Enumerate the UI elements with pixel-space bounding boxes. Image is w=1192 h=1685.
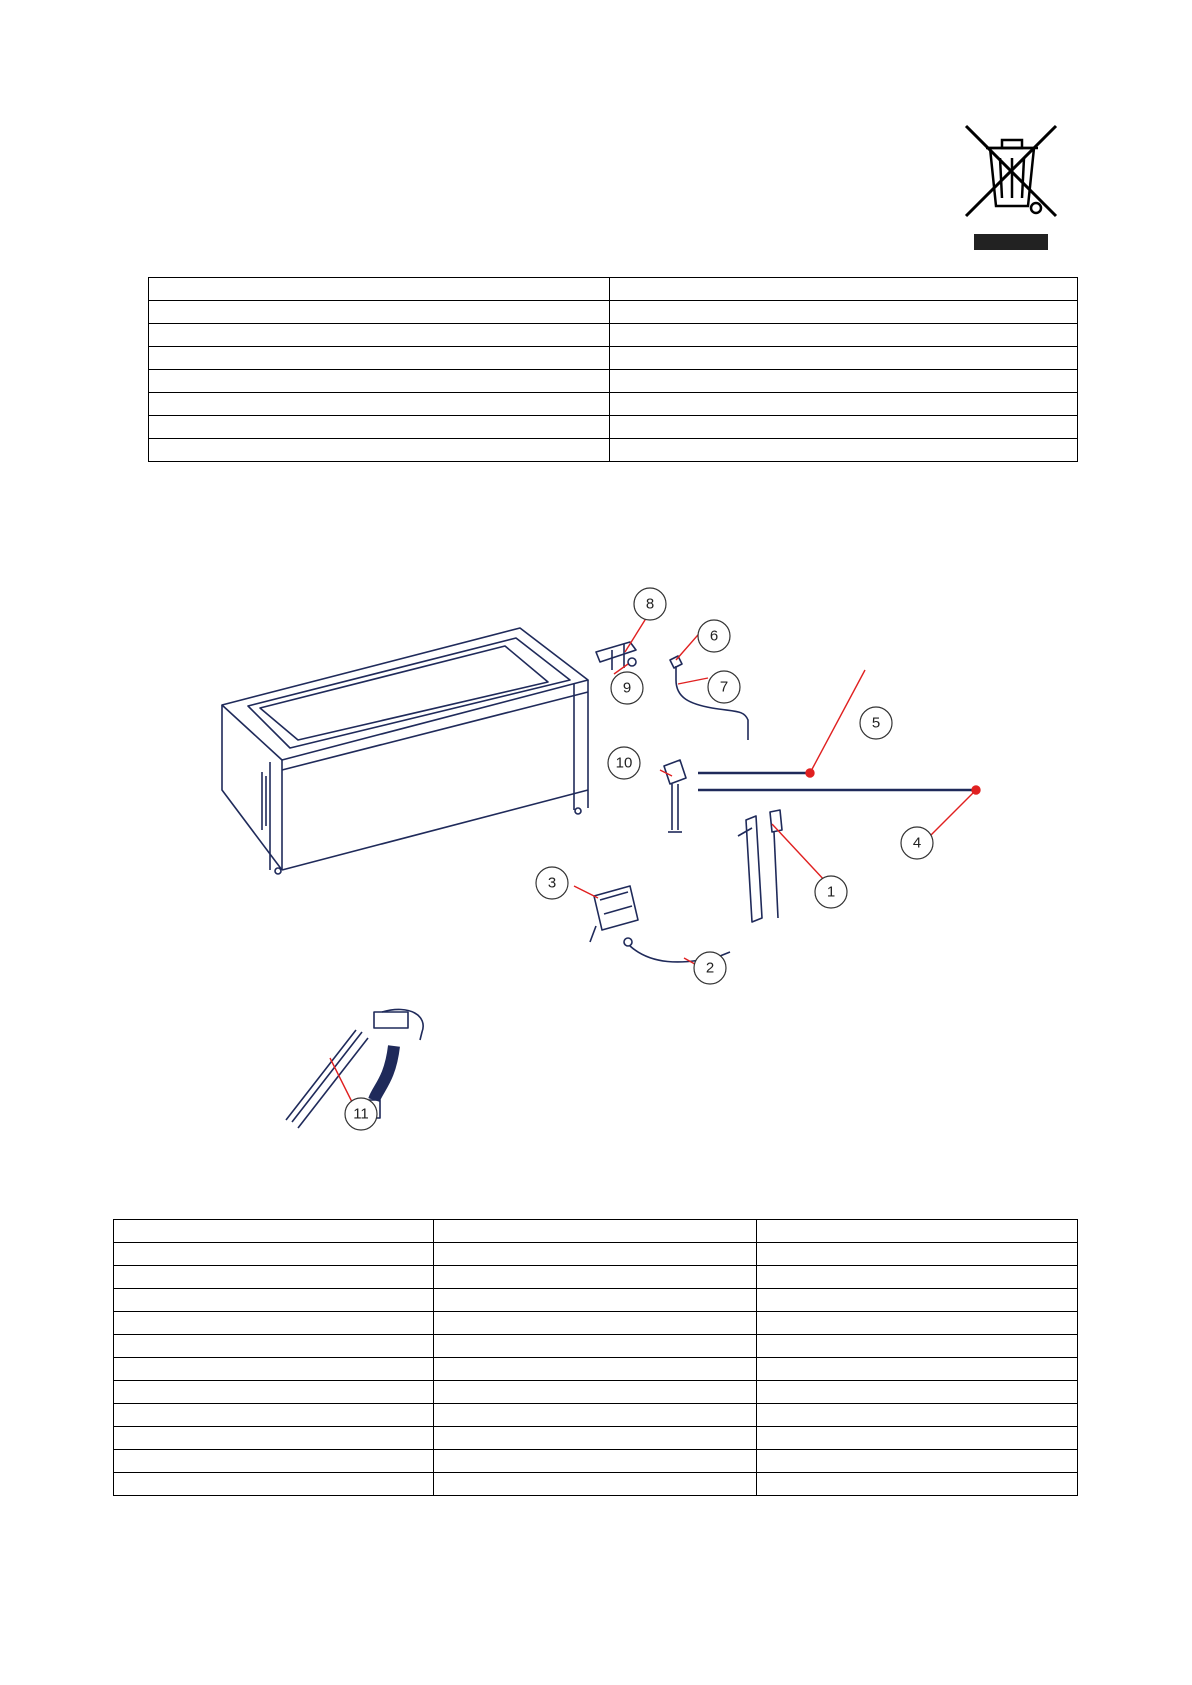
callout-label-3: 3 <box>547 874 557 892</box>
table-cell <box>114 1473 434 1496</box>
table-cell <box>757 1404 1078 1427</box>
table-cell <box>610 393 1078 416</box>
table-row <box>114 1335 1078 1358</box>
table-row <box>149 439 1078 462</box>
table-row <box>114 1450 1078 1473</box>
table-cell <box>434 1289 757 1312</box>
table-row <box>114 1243 1078 1266</box>
table-row <box>149 278 1078 301</box>
table-cell <box>610 347 1078 370</box>
table-cell <box>149 347 610 370</box>
table-cell <box>114 1266 434 1289</box>
table-row <box>114 1266 1078 1289</box>
bottom-table <box>113 1219 1078 1496</box>
table-cell <box>149 278 610 301</box>
table-row <box>149 301 1078 324</box>
table-cell <box>149 324 610 347</box>
table-cell <box>610 324 1078 347</box>
table-cell <box>757 1473 1078 1496</box>
bathtub-illustration <box>222 628 588 874</box>
table-cell <box>757 1312 1078 1335</box>
table-cell <box>114 1312 434 1335</box>
part-control-pad <box>590 886 638 942</box>
table-row <box>114 1312 1078 1335</box>
table-cell <box>757 1220 1078 1243</box>
table-cell <box>610 416 1078 439</box>
top-table <box>148 277 1078 462</box>
callout-label-7: 7 <box>719 678 729 696</box>
table-cell <box>149 416 610 439</box>
table-row <box>114 1220 1078 1243</box>
callout-label-9: 9 <box>622 679 632 697</box>
callout-label-6: 6 <box>709 627 719 645</box>
table-cell <box>757 1335 1078 1358</box>
table-row <box>114 1358 1078 1381</box>
table-cell <box>610 278 1078 301</box>
table-cell <box>149 393 610 416</box>
table-cell <box>757 1266 1078 1289</box>
table-cell <box>114 1427 434 1450</box>
table-row <box>114 1427 1078 1450</box>
table-cell <box>434 1335 757 1358</box>
table-cell <box>757 1427 1078 1450</box>
table-cell <box>114 1220 434 1243</box>
table-cell <box>149 439 610 462</box>
table-cell <box>149 370 610 393</box>
callout-label-2: 2 <box>705 959 715 977</box>
table-row <box>114 1289 1078 1312</box>
table-cell <box>434 1266 757 1289</box>
table-cell <box>610 439 1078 462</box>
callout-label-8: 8 <box>645 595 655 613</box>
table-row <box>149 370 1078 393</box>
weee-disposal-icon <box>960 118 1062 256</box>
part-diverter-valve <box>664 760 686 832</box>
part-faucet-mixer <box>596 642 636 670</box>
table-row <box>149 347 1078 370</box>
table-cell <box>114 1404 434 1427</box>
table-row <box>114 1404 1078 1427</box>
exploded-parts-diagram <box>0 580 1192 1140</box>
callout-label-11: 11 <box>353 1105 369 1123</box>
table-cell <box>434 1473 757 1496</box>
table-cell <box>114 1243 434 1266</box>
table-cell <box>434 1312 757 1335</box>
table-row <box>149 416 1078 439</box>
table-cell <box>149 301 610 324</box>
table-cell <box>434 1404 757 1427</box>
table-cell <box>610 301 1078 324</box>
table-cell <box>434 1427 757 1450</box>
table-cell <box>434 1450 757 1473</box>
table-cell <box>434 1381 757 1404</box>
table-cell <box>757 1381 1078 1404</box>
table-row <box>149 324 1078 347</box>
table-cell <box>434 1243 757 1266</box>
table-cell <box>757 1289 1078 1312</box>
callout-label-4: 4 <box>912 834 922 852</box>
table-cell <box>114 1289 434 1312</box>
table-row <box>114 1473 1078 1496</box>
table-cell <box>610 370 1078 393</box>
table-row <box>149 393 1078 416</box>
table-cell <box>114 1358 434 1381</box>
table-cell <box>434 1220 757 1243</box>
table-cell <box>114 1381 434 1404</box>
table-cell <box>114 1335 434 1358</box>
table-cell <box>114 1450 434 1473</box>
table-cell <box>757 1243 1078 1266</box>
table-cell <box>757 1358 1078 1381</box>
table-cell <box>757 1450 1078 1473</box>
callout-label-10: 10 <box>615 754 633 772</box>
callout-label-5: 5 <box>871 714 881 732</box>
table-cell <box>434 1358 757 1381</box>
callout-label-1: 1 <box>826 883 836 901</box>
table-row <box>114 1381 1078 1404</box>
